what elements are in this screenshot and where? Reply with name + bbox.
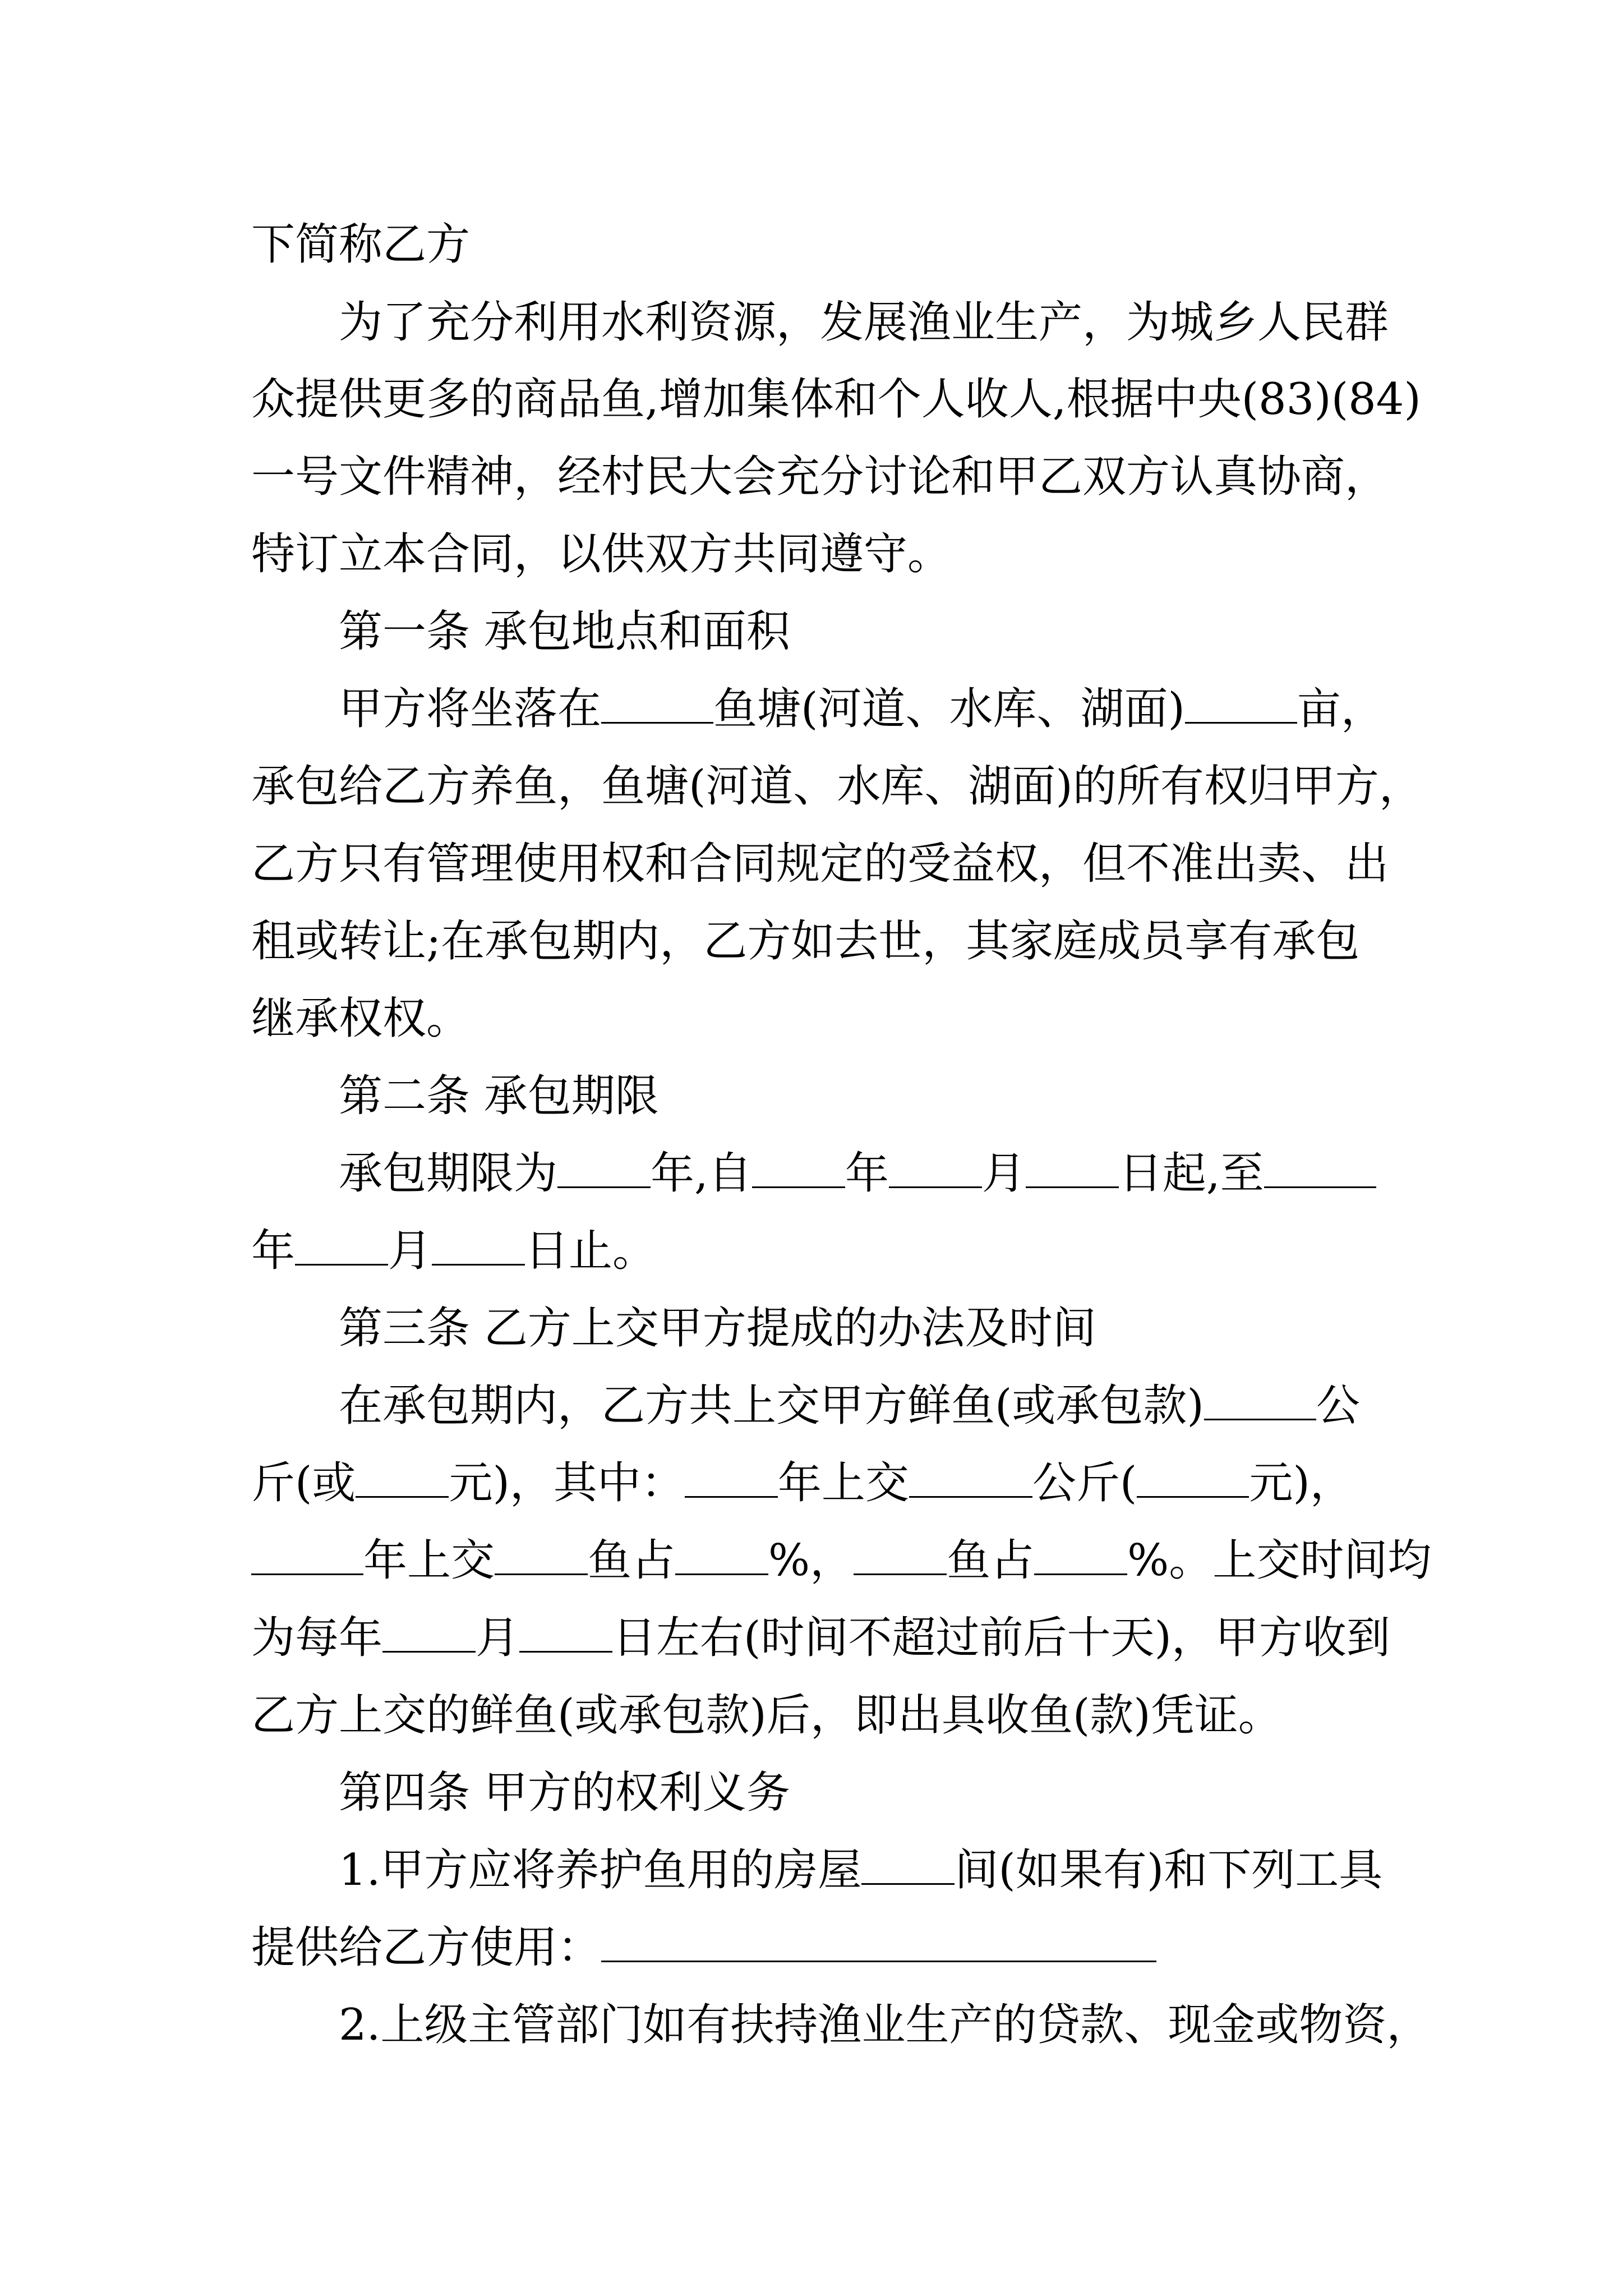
blank-field[interactable] [432, 1227, 525, 1266]
blank-field[interactable] [1026, 1149, 1119, 1188]
text-line: 继承权权。 [251, 993, 471, 1044]
blank-field[interactable] [382, 1614, 476, 1653]
blank-field[interactable] [519, 1614, 612, 1653]
blank-field[interactable] [854, 1536, 947, 1575]
article-heading: 第三条 乙方上交甲方提成的办法及时间 [339, 1303, 1096, 1354]
text-line: 年上交 鱼占 %， 鱼占 %。上交时间均 [251, 1533, 1373, 1589]
blank-field[interactable] [356, 1459, 449, 1498]
blank-field[interactable] [861, 1846, 955, 1885]
text-line: 一号文件精神，经村民大会充分讨论和甲乙双方认真协商， [251, 452, 1389, 502]
blank-field[interactable] [601, 685, 713, 724]
blank-field[interactable] [752, 1149, 845, 1188]
blank-field[interactable] [557, 1149, 651, 1188]
blank-field[interactable] [1204, 1382, 1316, 1420]
text-line: 众提供更多的商品鱼,增加集体和个人收人,根据中央(83)(84) [251, 374, 1421, 425]
blank-field[interactable] [295, 1227, 388, 1266]
blank-field[interactable] [251, 1536, 363, 1575]
text-line: 为每年 月 日左右(时间不超过前后十天)，甲方收到 [251, 1613, 1390, 1663]
blank-field[interactable] [685, 1459, 778, 1498]
blank-field[interactable] [601, 1924, 1156, 1962]
text-line: 2.上级主管部门如有扶持渔业生产的贷款、现金或物资， [339, 2000, 1431, 2050]
blank-field[interactable] [909, 1459, 1032, 1498]
blank-field[interactable] [889, 1149, 982, 1188]
text-line: 斤(或 元)，其中： 年上交 公斤( 元)， [251, 1458, 1354, 1508]
text-line: 甲方将坐落在 鱼塘(河道、水库、湖面) 亩， [339, 684, 1385, 734]
article-heading: 第二条 承包期限 [339, 1071, 659, 1121]
blank-field[interactable] [495, 1536, 588, 1575]
blank-field[interactable] [1185, 685, 1297, 724]
blank-field[interactable] [1264, 1149, 1376, 1188]
text-line: 承包期限为 年,自 年 月 日起,至 [339, 1145, 1460, 1202]
article-heading: 第四条 甲方的权利义务 [339, 1768, 790, 1818]
text-line: 特订立本合同，以供双方共同遵守。 [251, 529, 952, 579]
text-line: 年 月 日止。 [251, 1226, 657, 1276]
text-line: 承包给乙方养鱼，鱼塘(河道、水库、湖面)的所有权归甲方， [251, 761, 1423, 812]
blank-field[interactable] [1137, 1459, 1249, 1498]
text-line: 提供给乙方使用： [251, 1920, 1373, 1976]
text-line: 乙方上交的鲜鱼(或承包款)后，即出具收鱼(款)凭证。 [251, 1690, 1282, 1741]
text-line: 为了充分利用水利资源，发展渔业生产，为城乡人民群 [339, 297, 1389, 348]
text-line: 乙方只有管理使用权和合同规定的受益权，但不准出卖、出 [251, 839, 1389, 889]
blank-field[interactable] [675, 1536, 768, 1575]
blank-field[interactable] [1034, 1536, 1127, 1575]
text-line: 下简称乙方 [251, 219, 471, 270]
text-line: 1.甲方应将养护鱼用的房屋 间(如果有)和下列工具 [339, 1845, 1383, 1895]
text-line: 在承包期内，乙方共上交甲方鲜鱼(或承包款) 公 [339, 1381, 1360, 1431]
text-line: 租或转让;在承包期内，乙方如去世，其家庭成员享有承包 [251, 916, 1360, 967]
article-heading: 第一条 承包地点和面积 [339, 606, 790, 657]
